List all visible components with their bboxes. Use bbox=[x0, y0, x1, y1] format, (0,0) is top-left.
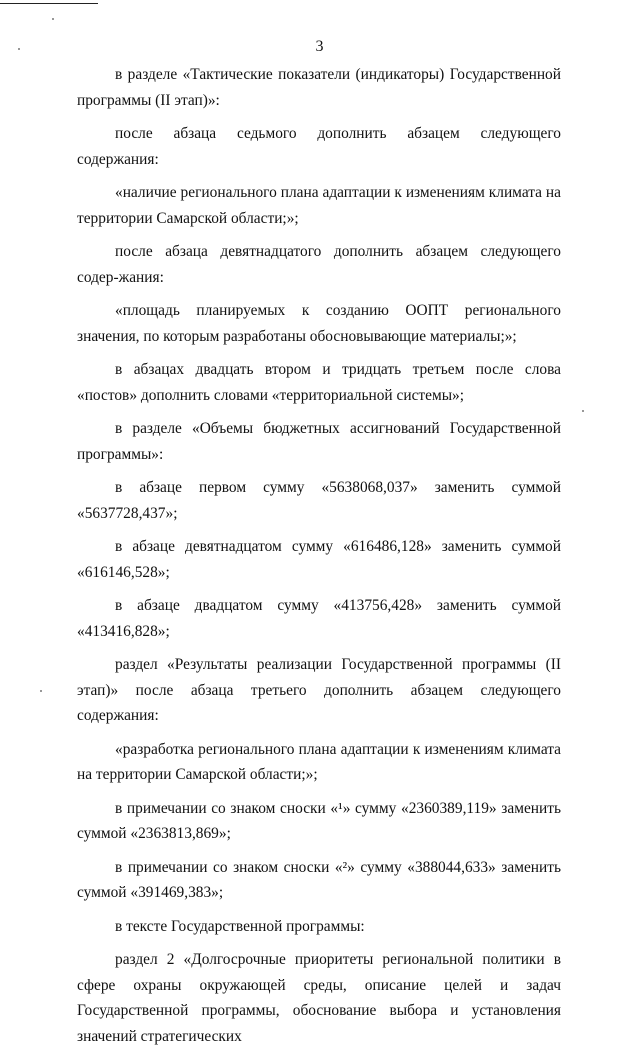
document-body bbox=[77, 62, 561, 1049]
paragraph: раздел «Результаты реализации Государственной программы (II этап)» после абзаца третьего дополнить абзацем следующего содержания: bbox=[77, 656, 561, 724]
paragraph: в разделе «Тактические показатели (индикаторы) Государственной программы (II этап)»: bbox=[77, 66, 561, 109]
paragraph: после абзаца девятнадцатого дополнить абзацем следующего содер-жания: bbox=[77, 243, 561, 286]
paragraph: в абзаце двадцатом сумму «413756,428» заменить суммой «413416,828»; bbox=[77, 597, 561, 640]
paragraph: в примечании со знаком сноски «¹» сумму «2360389,119» заменить суммой «2363813,869»; bbox=[77, 799, 561, 842]
paragraph: раздел 2 «Долгосрочные приоритеты региональной политики в сфере охраны окружающей среды, описание целей и задач Государственной программы, обоснование выбора и установления значений стратегических bbox=[77, 951, 561, 1045]
scan-speck bbox=[582, 410, 584, 412]
scan-edge-line bbox=[0, 3, 98, 4]
paragraph: после абзаца седьмого дополнить абзацем следующего содержания: bbox=[77, 125, 561, 168]
paragraph: в тексте Государственной программы: bbox=[115, 917, 365, 935]
page-number: 3 bbox=[315, 38, 324, 55]
paragraph: в разделе «Объемы бюджетных ассигнований Государственной программы»: bbox=[77, 420, 561, 463]
paragraph: в абзацах двадцать втором и тридцать третьем после слова «постов» дополнить словами «территориальной системы»; bbox=[77, 361, 561, 404]
paragraph: «площадь планируемых к созданию ООПТ регионального значения, по которым разработаны обосновывающие материалы;»; bbox=[77, 302, 561, 345]
paragraph: «разработка регионального плана адаптации к изменениям климата на территории Самарской области;»; bbox=[77, 740, 561, 783]
paragraph: в абзаце девятнадцатом сумму «616486,128» заменить суммой «616146,528»; bbox=[77, 538, 561, 581]
paragraph: в примечании со знаком сноски «²» сумму «388044,633» заменить суммой «391469,383»; bbox=[77, 858, 561, 901]
scan-speck bbox=[40, 690, 42, 692]
paragraph: в абзаце первом сумму «5638068,037» заменить суммой «5637728,437»; bbox=[77, 479, 561, 522]
scan-speck bbox=[52, 18, 54, 20]
paragraph: «наличие регионального плана адаптации к изменениям климата на территории Самарской области;»; bbox=[77, 184, 561, 227]
